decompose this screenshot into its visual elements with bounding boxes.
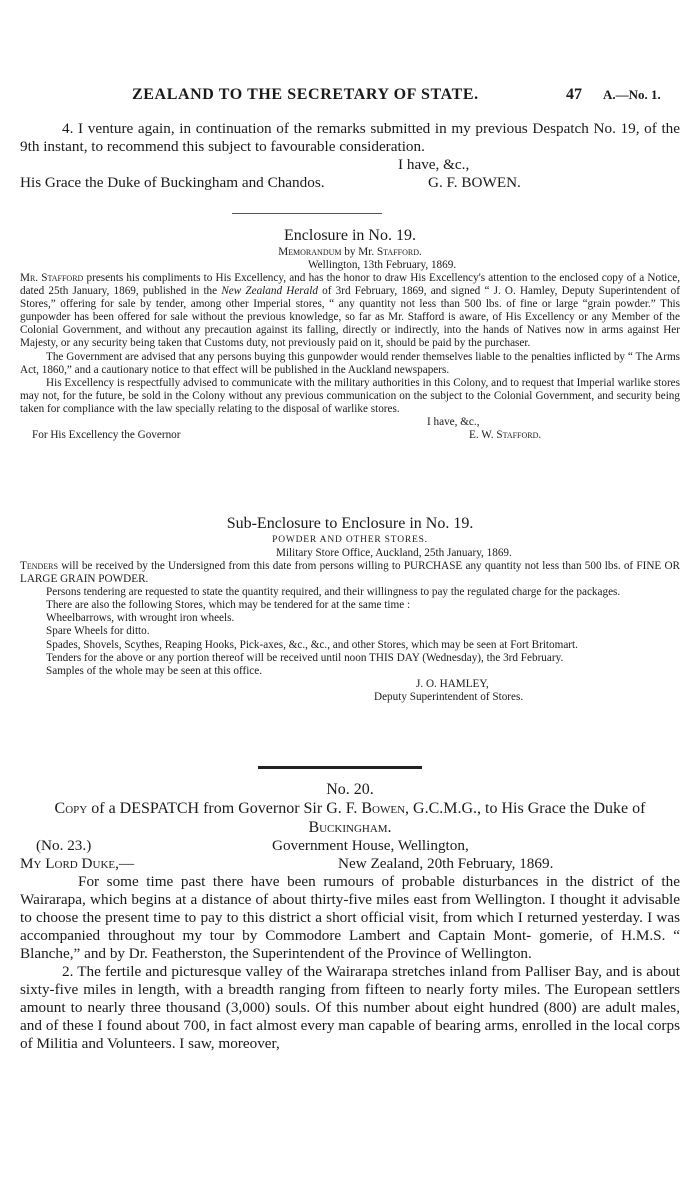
notice-paragraph-3: There are also the following Stores, which may be tendered for at the same time : xyxy=(46,599,411,612)
thick-divider xyxy=(258,766,422,769)
enclosure-19 xyxy=(20,226,680,442)
notice-item-spare-wheels: Spare Wheels for ditto. xyxy=(46,625,150,638)
paragraph-4: 4. I venture again, in continuation of the remarks submitted in my previous Despatch No. 19, of the 9th instant, to recommend this subject to favourable consideration. xyxy=(20,120,680,155)
notice-paragraph-2: Persons tendering are requested to state the quantity required, and their willingness to pay the regulated charge for the packages. xyxy=(46,586,621,599)
sub-enclosure xyxy=(20,514,680,704)
header-title: ZEALAND TO THE SECRETARY OF STATE. xyxy=(132,86,479,103)
despatch-no-20 xyxy=(20,780,680,1053)
memo-closing: I have, &c., xyxy=(427,416,480,429)
no20-address-1: Government House, Wellington, xyxy=(272,837,469,854)
sub-enclosure-title: Sub-Enclosure to Enclosure in No. 19. xyxy=(226,515,474,532)
notice-item-spades: Spades, Shovels, Scythes, Reaping Hooks, Pick-axes, &c., &c., and other Stores, which may be seen at Fort Britomart. xyxy=(46,638,578,651)
sub-enclosure-subtitle: POWDER AND OTHER STORES. xyxy=(272,535,428,545)
closing-row xyxy=(20,156,680,174)
no20-title: No. 20. xyxy=(326,781,374,798)
divider xyxy=(232,213,382,214)
no20-paragraph-2: 2. The fertile and picturesque valley of the Wairarapa stretches inland from Palliser Bay, and is about sixty-five miles in length, with a breadth ranging from fifteen to nearly forty miles. The European settlers amount to nearly three thousand (3,000) souls. Of this number about eight hundred (800) are adult males, and of these I found about 700, in fact almost every man capable of bearing arms, enrolled in the local corps of Militia and Volunteers. I saw, moreover, xyxy=(20,963,680,1052)
notice-paragraph-tenders: Tenders for the above or any portion thereof will be received until noon THIS DAY (Wednesday), the 3rd February. xyxy=(46,651,564,664)
notice-place-date-row xyxy=(20,547,680,560)
no20-address-2: New Zealand, 20th February, 1869. xyxy=(338,855,554,872)
notice-signature-row xyxy=(20,678,680,691)
notice-signature-title-row xyxy=(20,691,680,704)
memo-paragraph-1: Mr. Stafford presents his compliments to His Excellency, and has the honor to draw His Excellency's attention to the enclosed copy of a Notice, dated 25th January, 1869, published in the New Zealand Herald of 3rd February, 1869, and signed “ J. O. Hamley, Deputy Superintendent of Stores,” offering for sale by tender, among other Imperial stores, “ any quantity not less than 500 lbs. of fine or large “grain powder.” This gunpowder has been offered for sale without the previous knowledge, so far as Mr. Stafford is aware, of His Excellency or any Member of the Colonial Government, and without any precaution against its falling, directly or indirectly, into the hands of Natives now in arms against Her Majesty, or any security being taken that Customs duty, not previously paid on it, should be paid by the purchaser. xyxy=(20,272,680,350)
addressee: His Grace the Duke of Buckingham and Chandos. xyxy=(20,174,325,191)
memo-closing-row xyxy=(20,416,680,429)
notice-paragraph-1: Tenders will be received by the Undersigned from this date from persons willing to PURCHASE any quantity not less than 500 lbs. of FINE OR LARGE GRAIN POWDER. xyxy=(20,560,680,586)
memo-by: by Mr. xyxy=(344,246,375,258)
closing: I have, &c., xyxy=(398,156,470,173)
signature-bowen: G. F. BOWEN. xyxy=(428,174,521,191)
no20-ref: (No. 23.) xyxy=(36,837,92,854)
notice-item-wheelbarrows: Wheelbarrows, with wrought iron wheels. xyxy=(46,612,235,625)
notice-paragraph-samples: Samples of the whole may be seen at this office. xyxy=(46,664,263,677)
signature-hamley-title: Deputy Superintendent of Stores. xyxy=(374,690,524,703)
notice-place-date: Military Store Office, Auckland, 25th January, 1869. xyxy=(276,547,512,559)
memo-name: Mr. Stafford xyxy=(20,272,84,284)
no20-heading: Copy of a DESPATCH from Governor Sir G. F. Bowen, G.C.M.G., to His Grace the Duke of Buckingham. xyxy=(54,800,646,836)
no20-salutation: My Lord Duke,— xyxy=(20,855,135,872)
signature-hamley: J. O. HAMLEY, xyxy=(416,677,489,690)
page-number: 47 xyxy=(566,86,582,103)
newspaper-title: New Zealand Herald xyxy=(221,285,318,298)
memo-place-date-row xyxy=(20,259,680,272)
memo-signature-row xyxy=(20,429,680,442)
enclosure-title: Enclosure in No. 19. xyxy=(284,227,416,244)
memo-author: Stafford. xyxy=(376,246,422,258)
no20-salutation-row xyxy=(20,855,680,873)
no20-paragraph-1: For some time past there have been rumours of probable disturbances in the district of the Wairarapa, which begins at a distance of about thirty-five miles east from Wellington. I thought it advisable to choose the present time to pay to this district a short official visit, from which I returned yesterday. I was accompanied throughout my tour by Commodore Lambert and Captain Mont- gomerie, of H.M.S. “ Blanche,” and by Dr. Featherston, the Superintendent of the Province of Wellington. xyxy=(20,873,680,962)
running-header xyxy=(0,86,700,106)
memo-place-date: Wellington, 13th February, 1869. xyxy=(308,259,457,271)
no20-ref-row xyxy=(20,837,680,855)
memo-paragraph-2: The Government are advised that any persons buying this gunpowder would render themselves liable to the penalties inflicted by “ The Arms Act, 1860,” and a cautionary notice to that effect will be published in the Auckland newspapers. xyxy=(20,350,680,376)
memo-label: Memorandum xyxy=(278,246,342,258)
notice-lead: Tenders xyxy=(20,560,58,572)
memo-for-line: For His Excellency the Governor xyxy=(32,429,181,442)
memo-paragraph-3: His Excellency is respectfully advised to communicate with the military authorities in this Colony, and to request that Imperial warlike stores may not, for the future, be sold in the Colony without any previous communication on the subject to the Colonial Government, and security being taken for compliance with the law specially relating to the disposal of warlike stores. xyxy=(20,376,680,415)
addressee-row xyxy=(20,174,680,192)
previous-despatch-end xyxy=(20,120,680,192)
signature-stafford: E. W. Stafford. xyxy=(469,429,542,442)
document-reference: A.—No. 1. xyxy=(603,87,661,102)
memo-line xyxy=(20,245,680,259)
